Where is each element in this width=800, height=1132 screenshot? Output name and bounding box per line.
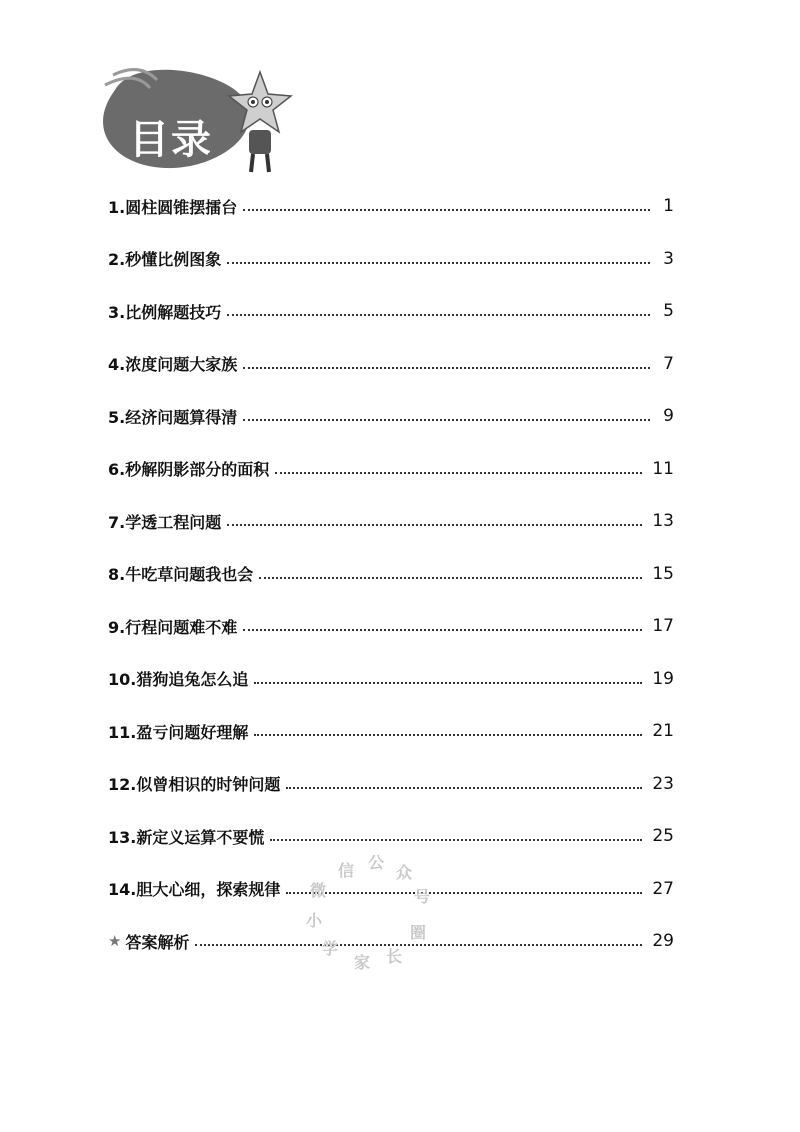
- toc-item-page: 3: [663, 248, 674, 269]
- toc-item-page: 11: [652, 458, 674, 479]
- watermark-char: 信: [338, 861, 355, 880]
- dot-leader: [227, 314, 650, 316]
- toc-item[interactable]: [108, 285, 674, 338]
- toc-item-label: 14.胆大心细，探索规律: [108, 880, 281, 900]
- dot-leader: [227, 524, 642, 526]
- star-mascot-icon: [225, 70, 295, 180]
- toc-item[interactable]: [108, 390, 674, 443]
- toc-header: [95, 60, 315, 180]
- toc-item-label: 4.浓度问题大家族: [108, 355, 238, 375]
- toc-item-label: 10.猎狗追兔怎么追: [108, 670, 249, 690]
- toc-item-label: 5.经济问题算得清: [108, 407, 238, 427]
- watermark-char: 家: [354, 953, 371, 972]
- dot-leader: [254, 682, 642, 684]
- toc-item[interactable]: [108, 443, 674, 496]
- toc-item[interactable]: [108, 600, 674, 653]
- watermark-char: 圈: [410, 923, 427, 942]
- watermark-char: 众: [396, 863, 413, 882]
- page-title: 目录: [129, 117, 213, 163]
- dot-leader: [254, 734, 642, 736]
- dot-leader: [227, 262, 650, 264]
- toc-item-page: 21: [652, 721, 674, 742]
- toc-item[interactable]: [108, 758, 674, 811]
- dot-leader: [275, 472, 642, 474]
- toc-item-label: 12.似曾相识的时钟问题: [108, 775, 281, 795]
- toc-item[interactable]: [108, 705, 674, 758]
- toc-item[interactable]: [108, 338, 674, 391]
- toc-item-page: 29: [652, 931, 674, 952]
- toc-item-label: 8.牛吃草问题我也会: [108, 565, 254, 585]
- toc-item-page: 27: [652, 878, 674, 899]
- toc-item-page: 17: [652, 616, 674, 637]
- toc-item-page: 25: [652, 826, 674, 847]
- toc-item-page: 13: [652, 511, 674, 532]
- dot-leader: [243, 629, 642, 631]
- watermark-char: 长: [386, 947, 403, 966]
- toc-item-label: 9.行程问题难不难: [108, 617, 238, 637]
- watermark-char: 号: [414, 887, 431, 906]
- toc-item-page: 23: [652, 773, 674, 794]
- toc-item-label: 13.新定义运算不要慌: [108, 827, 265, 847]
- watermark-char: 小: [306, 911, 323, 930]
- watermark-char: 公: [368, 853, 385, 872]
- toc-item-page: 9: [663, 406, 674, 427]
- toc-item-label: 7.学透工程问题: [108, 512, 222, 532]
- watermark-stamp: [300, 840, 450, 980]
- toc-item[interactable]: [108, 548, 674, 601]
- toc-item-label: 6.秒解阴影部分的面积: [108, 460, 270, 480]
- dot-leader: [286, 787, 642, 789]
- dot-leader: [243, 209, 650, 211]
- toc-item-label: 11.盈亏问题好理解: [108, 722, 249, 742]
- toc-item-page: 5: [663, 301, 674, 322]
- toc-item-label: 2.秒懂比例图象: [108, 250, 222, 270]
- watermark-char: 学: [322, 939, 339, 958]
- toc-item[interactable]: [108, 180, 674, 233]
- toc-item-label: 1.圆柱圆锥摆擂台: [108, 197, 238, 217]
- dot-leader: [243, 419, 650, 421]
- dot-leader: [243, 367, 650, 369]
- toc-item-page: 19: [652, 668, 674, 689]
- toc-item-label: 3.比例解题技巧: [108, 302, 222, 322]
- toc-item-label: 答案解析: [125, 932, 190, 952]
- watermark-char: 微: [310, 881, 327, 900]
- toc-item-page: 15: [652, 563, 674, 584]
- toc-item[interactable]: [108, 653, 674, 706]
- toc-item-page: 7: [663, 353, 674, 374]
- star-icon: ★: [108, 932, 122, 951]
- toc-item[interactable]: [108, 495, 674, 548]
- toc-item-page: 1: [663, 196, 674, 217]
- dot-leader: [259, 577, 642, 579]
- toc-item[interactable]: [108, 233, 674, 286]
